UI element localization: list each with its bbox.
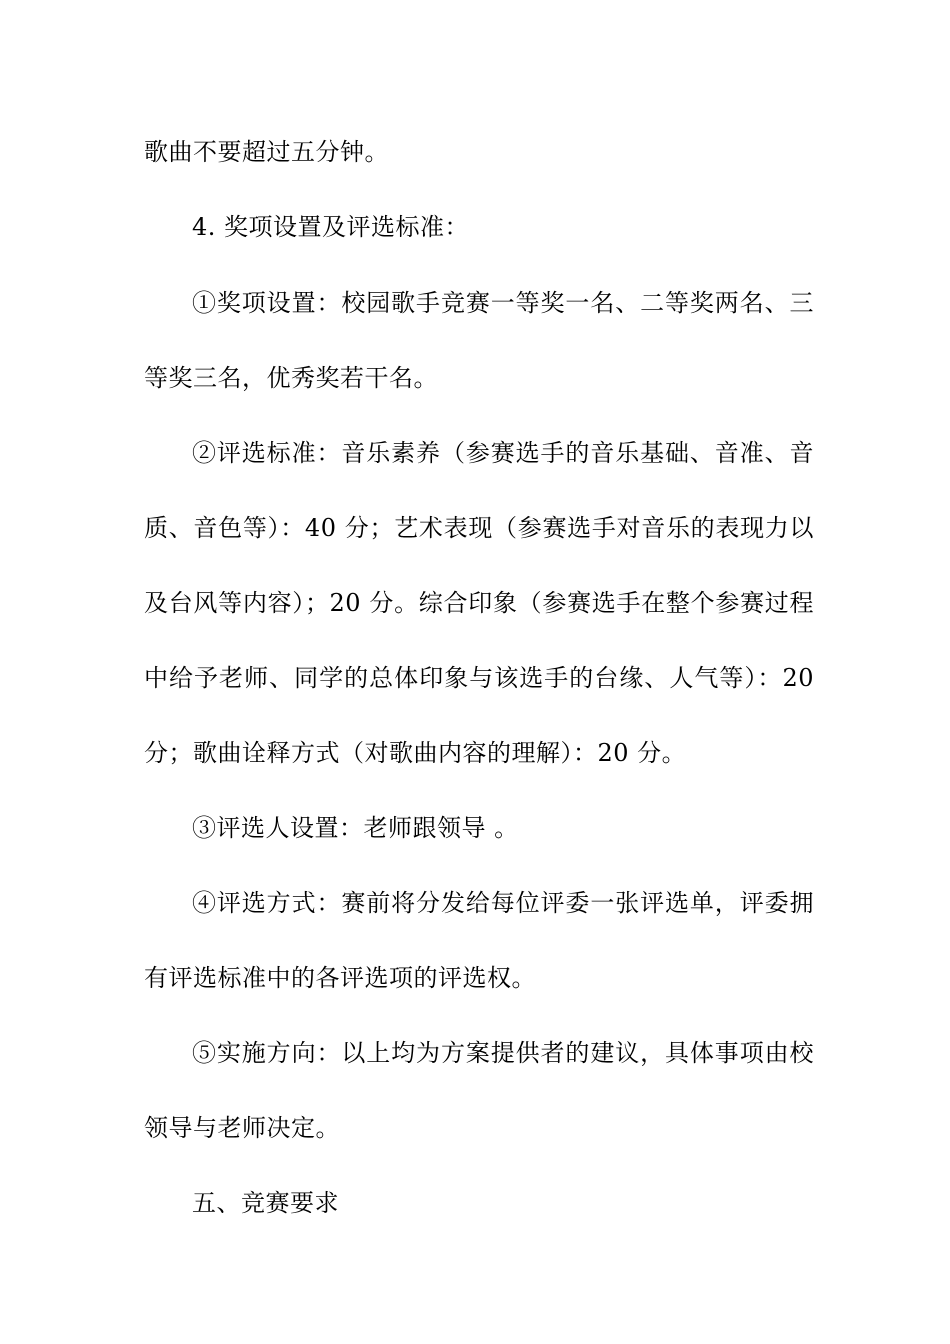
- text-line-12: 有评选标准中的各评选项的评选权。: [144, 964, 536, 992]
- text-line-14: 领导与老师决定。: [144, 1114, 340, 1142]
- text-line-1: 歌曲不要超过五分钟。: [144, 138, 389, 166]
- text-line-10: ③评选人设置：老师跟领导 。: [192, 814, 519, 842]
- text-line-11: ④评选方式：赛前将分发给每位评委一张评选单，评委拥: [192, 889, 814, 917]
- text-line-3: ①奖项设置：校园歌手竞赛一等奖一名、二等奖两名、三: [192, 289, 814, 317]
- text-line-7: 及台风等内容）；20 分。综合印象（参赛选手在整个参赛过程: [144, 589, 814, 617]
- text-line-8: 中给予老师、同学的总体印象与该选手的台缘、人气等）：20: [144, 664, 814, 692]
- text-line-4: 等奖三名，优秀奖若干名。: [144, 364, 438, 392]
- text-line-13: ⑤实施方向：以上均为方案提供者的建议，具体事项由校: [192, 1039, 814, 1067]
- section-heading-requirements: 五、竞赛要求: [192, 1189, 339, 1217]
- section-heading-awards: 4. 奖项设置及评选标准：: [192, 213, 470, 241]
- text-line-9: 分；歌曲诠释方式（对歌曲内容的理解）：20 分。: [144, 739, 687, 767]
- text-line-5: ②评选标准：音乐素养（参赛选手的音乐基础、音准、音: [192, 439, 814, 467]
- text-line-6: 质、音色等）：40 分；艺术表现（参赛选手对音乐的表现力以: [144, 514, 814, 542]
